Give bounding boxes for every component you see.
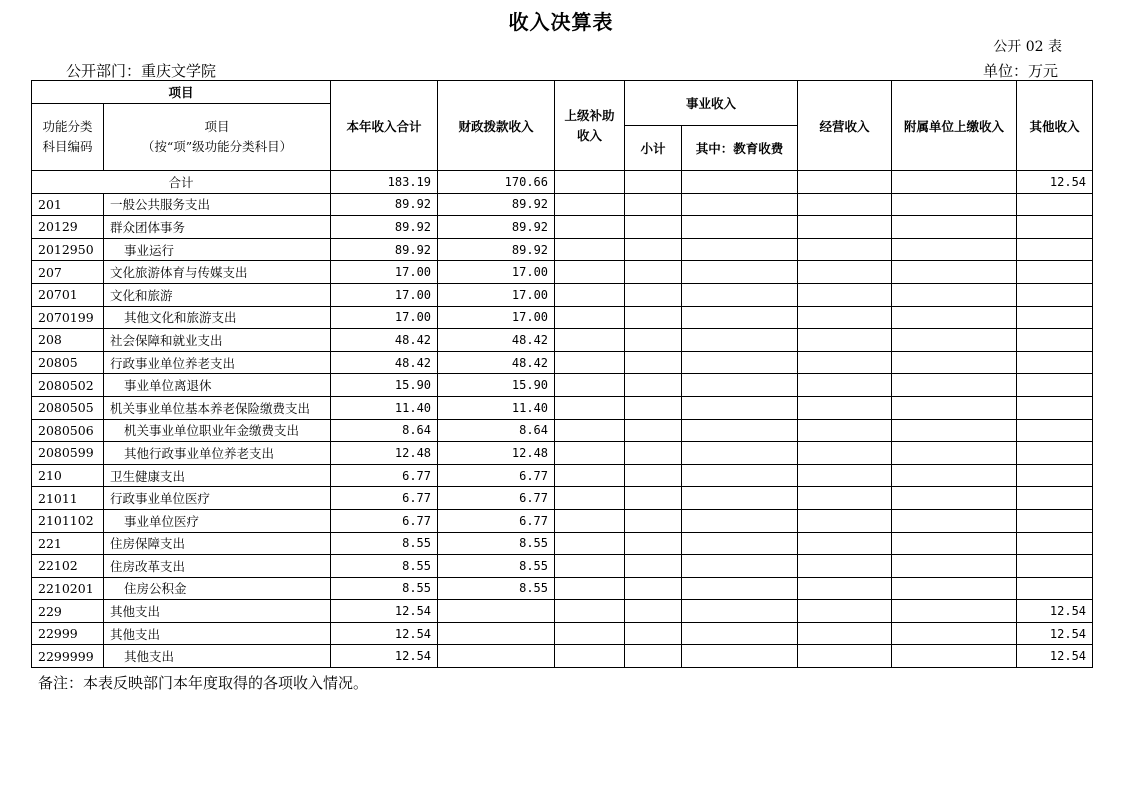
row-total-income: 89.92 <box>331 193 438 216</box>
row-career-subtotal <box>625 283 682 306</box>
row-affiliate-income <box>892 622 1017 645</box>
row-other-income <box>1017 216 1093 239</box>
header-function-code-line2: 科目编码 <box>42 139 93 154</box>
row-code: 2080502 <box>32 374 104 397</box>
row-other-income <box>1017 532 1093 555</box>
header-operating-income: 经营收入 <box>798 81 892 171</box>
row-fiscal-allocation: 17.00 <box>438 261 555 284</box>
table-row <box>32 645 1093 668</box>
table-row <box>32 622 1093 645</box>
row-operating-income <box>798 374 892 397</box>
row-code: 20129 <box>32 216 104 239</box>
header-item-line2: （按“项”级功能分类科目） <box>141 139 293 154</box>
row-code: 2070199 <box>32 306 104 329</box>
row-operating-income <box>798 238 892 261</box>
row-career-subtotal <box>625 419 682 442</box>
header-superior-subsidy <box>555 81 625 171</box>
row-fiscal-allocation <box>438 622 555 645</box>
row-operating-income <box>798 442 892 465</box>
row-career-subtotal <box>625 487 682 510</box>
row-affiliate-income <box>892 283 1017 306</box>
row-superior-subsidy <box>555 283 625 306</box>
row-other-income <box>1017 306 1093 329</box>
row-total-income: 89.92 <box>331 216 438 239</box>
row-total-income: 8.55 <box>331 532 438 555</box>
row-education-fee <box>682 509 798 532</box>
total-affiliate-value <box>892 171 1017 194</box>
row-education-fee <box>682 283 798 306</box>
row-education-fee <box>682 532 798 555</box>
row-fiscal-allocation: 48.42 <box>438 329 555 352</box>
row-education-fee <box>682 193 798 216</box>
row-other-income <box>1017 577 1093 600</box>
row-operating-income <box>798 487 892 510</box>
row-item-name: 事业运行 <box>104 238 331 261</box>
row-total-income: 15.90 <box>331 374 438 397</box>
row-affiliate-income <box>892 532 1017 555</box>
row-operating-income <box>798 622 892 645</box>
row-fiscal-allocation: 8.55 <box>438 577 555 600</box>
row-code: 20701 <box>32 283 104 306</box>
row-career-subtotal <box>625 577 682 600</box>
header-total-income: 本年收入合计 <box>331 81 438 171</box>
row-superior-subsidy <box>555 464 625 487</box>
row-fiscal-allocation: 12.48 <box>438 442 555 465</box>
table-row <box>32 283 1093 306</box>
row-operating-income <box>798 216 892 239</box>
row-superior-subsidy <box>555 645 625 668</box>
row-code: 221 <box>32 532 104 555</box>
row-education-fee <box>682 645 798 668</box>
row-affiliate-income <box>892 306 1017 329</box>
header-education-fee: 其中：教育收费 <box>682 126 798 171</box>
row-code: 2101102 <box>32 509 104 532</box>
row-item-name: 文化旅游体育与传媒支出 <box>104 261 331 284</box>
row-career-subtotal <box>625 306 682 329</box>
row-fiscal-allocation: 8.64 <box>438 419 555 442</box>
row-fiscal-allocation: 8.55 <box>438 555 555 578</box>
row-affiliate-income <box>892 487 1017 510</box>
row-item-name: 事业单位医疗 <box>104 509 331 532</box>
row-item-name: 一般公共服务支出 <box>104 193 331 216</box>
row-career-subtotal <box>625 532 682 555</box>
table-row <box>32 351 1093 374</box>
row-other-income <box>1017 419 1093 442</box>
row-other-income <box>1017 329 1093 352</box>
row-total-income: 12.54 <box>331 622 438 645</box>
row-career-subtotal <box>625 261 682 284</box>
row-other-income: 12.54 <box>1017 600 1093 623</box>
row-education-fee <box>682 238 798 261</box>
total-row <box>32 171 1093 194</box>
row-code: 2012950 <box>32 238 104 261</box>
table-row <box>32 306 1093 329</box>
row-operating-income <box>798 600 892 623</box>
table-row <box>32 374 1093 397</box>
row-code: 229 <box>32 600 104 623</box>
row-education-fee <box>682 464 798 487</box>
row-affiliate-income <box>892 600 1017 623</box>
form-number: 公开 02 表 <box>993 39 1062 55</box>
row-operating-income <box>798 645 892 668</box>
row-item-name: 其他行政事业单位养老支出 <box>104 442 331 465</box>
row-education-fee <box>682 261 798 284</box>
row-career-subtotal <box>625 216 682 239</box>
row-affiliate-income <box>892 555 1017 578</box>
row-education-fee <box>682 442 798 465</box>
row-superior-subsidy <box>555 532 625 555</box>
row-item-name: 机关事业单位基本养老保险缴费支出 <box>104 396 331 419</box>
table-row <box>32 600 1093 623</box>
row-other-income <box>1017 374 1093 397</box>
row-fiscal-allocation: 15.90 <box>438 374 555 397</box>
row-affiliate-income <box>892 509 1017 532</box>
row-affiliate-income <box>892 238 1017 261</box>
row-education-fee <box>682 216 798 239</box>
row-fiscal-allocation: 89.92 <box>438 216 555 239</box>
row-code: 22102 <box>32 555 104 578</box>
row-other-income <box>1017 238 1093 261</box>
row-superior-subsidy <box>555 306 625 329</box>
row-career-subtotal <box>625 193 682 216</box>
row-operating-income <box>798 306 892 329</box>
row-fiscal-allocation: 17.00 <box>438 306 555 329</box>
row-career-subtotal <box>625 374 682 397</box>
table-row <box>32 419 1093 442</box>
row-item-name: 住房公积金 <box>104 577 331 600</box>
row-total-income: 17.00 <box>331 283 438 306</box>
header-item <box>104 104 331 171</box>
row-operating-income <box>798 532 892 555</box>
total-fiscal-value: 170.66 <box>438 171 555 194</box>
total-subtotal-value <box>625 171 682 194</box>
row-code: 207 <box>32 261 104 284</box>
row-education-fee <box>682 374 798 397</box>
page-title: 收入决算表 <box>508 10 614 34</box>
total-operating-value <box>798 171 892 194</box>
row-affiliate-income <box>892 419 1017 442</box>
row-total-income: 48.42 <box>331 329 438 352</box>
row-education-fee <box>682 419 798 442</box>
header-fiscal-allocation: 财政拨款收入 <box>438 81 555 171</box>
row-operating-income <box>798 464 892 487</box>
row-affiliate-income <box>892 193 1017 216</box>
row-education-fee <box>682 577 798 600</box>
row-education-fee <box>682 622 798 645</box>
row-fiscal-allocation: 6.77 <box>438 464 555 487</box>
header-superior-subsidy-line1: 上级补助 <box>564 107 615 123</box>
row-code: 208 <box>32 329 104 352</box>
row-fiscal-allocation: 6.77 <box>438 487 555 510</box>
row-other-income <box>1017 193 1093 216</box>
row-other-income <box>1017 509 1093 532</box>
row-item-name: 住房保障支出 <box>104 532 331 555</box>
row-item-name: 行政事业单位医疗 <box>104 487 331 510</box>
row-fiscal-allocation: 6.77 <box>438 509 555 532</box>
row-affiliate-income <box>892 329 1017 352</box>
row-fiscal-allocation: 89.92 <box>438 193 555 216</box>
row-other-income: 12.54 <box>1017 645 1093 668</box>
row-superior-subsidy <box>555 261 625 284</box>
row-item-name: 卫生健康支出 <box>104 464 331 487</box>
row-education-fee <box>682 306 798 329</box>
row-career-subtotal <box>625 555 682 578</box>
row-item-name: 其他支出 <box>104 645 331 668</box>
table-row <box>32 487 1093 510</box>
row-total-income: 8.55 <box>331 555 438 578</box>
income-table <box>31 80 1093 668</box>
row-total-income: 6.77 <box>331 509 438 532</box>
row-superior-subsidy <box>555 238 625 261</box>
table-row <box>32 555 1093 578</box>
row-superior-subsidy <box>555 487 625 510</box>
row-other-income: 12.54 <box>1017 622 1093 645</box>
row-code: 21011 <box>32 487 104 510</box>
row-operating-income <box>798 283 892 306</box>
row-total-income: 89.92 <box>331 238 438 261</box>
row-item-name: 群众团体事务 <box>104 216 331 239</box>
row-fiscal-allocation: 8.55 <box>438 532 555 555</box>
row-item-name: 行政事业单位养老支出 <box>104 351 331 374</box>
row-education-fee <box>682 396 798 419</box>
header-project: 项目 <box>32 81 331 104</box>
row-total-income: 17.00 <box>331 306 438 329</box>
row-code: 20805 <box>32 351 104 374</box>
row-affiliate-income <box>892 645 1017 668</box>
row-career-subtotal <box>625 622 682 645</box>
row-code: 201 <box>32 193 104 216</box>
total-income-value: 183.19 <box>331 171 438 194</box>
row-superior-subsidy <box>555 442 625 465</box>
row-affiliate-income <box>892 261 1017 284</box>
row-other-income <box>1017 351 1093 374</box>
row-item-name: 社会保障和就业支出 <box>104 329 331 352</box>
row-other-income <box>1017 464 1093 487</box>
row-operating-income <box>798 396 892 419</box>
row-career-subtotal <box>625 329 682 352</box>
row-code: 2299999 <box>32 645 104 668</box>
total-edu-fee-value <box>682 171 798 194</box>
row-operating-income <box>798 577 892 600</box>
row-superior-subsidy <box>555 374 625 397</box>
table-row <box>32 193 1093 216</box>
row-affiliate-income <box>892 577 1017 600</box>
header-subtotal: 小计 <box>625 126 682 171</box>
table-row <box>32 464 1093 487</box>
row-operating-income <box>798 261 892 284</box>
row-item-name: 其他支出 <box>104 600 331 623</box>
row-education-fee <box>682 555 798 578</box>
header-function-code-line1: 功能分类 <box>42 119 93 134</box>
row-career-subtotal <box>625 509 682 532</box>
row-total-income: 48.42 <box>331 351 438 374</box>
total-other-value: 12.54 <box>1017 171 1093 194</box>
row-superior-subsidy <box>555 193 625 216</box>
header-other-income: 其他收入 <box>1017 81 1093 171</box>
row-fiscal-allocation <box>438 645 555 668</box>
row-affiliate-income <box>892 442 1017 465</box>
row-superior-subsidy <box>555 329 625 352</box>
row-affiliate-income <box>892 374 1017 397</box>
row-affiliate-income <box>892 216 1017 239</box>
row-superior-subsidy <box>555 419 625 442</box>
row-other-income <box>1017 396 1093 419</box>
table-row <box>32 261 1093 284</box>
row-education-fee <box>682 600 798 623</box>
row-education-fee <box>682 487 798 510</box>
row-operating-income <box>798 555 892 578</box>
row-fiscal-allocation: 48.42 <box>438 351 555 374</box>
row-fiscal-allocation: 89.92 <box>438 238 555 261</box>
row-superior-subsidy <box>555 216 625 239</box>
table-row <box>32 532 1093 555</box>
row-item-name: 住房改革支出 <box>104 555 331 578</box>
row-other-income <box>1017 555 1093 578</box>
row-superior-subsidy <box>555 396 625 419</box>
row-other-income <box>1017 261 1093 284</box>
row-code: 2080599 <box>32 442 104 465</box>
row-career-subtotal <box>625 645 682 668</box>
row-operating-income <box>798 509 892 532</box>
row-career-subtotal <box>625 600 682 623</box>
row-other-income <box>1017 487 1093 510</box>
row-operating-income <box>798 329 892 352</box>
header-affiliate-income: 附属单位上缴收入 <box>892 81 1017 171</box>
department-label: 公开部门：重庆文学院 <box>66 62 217 80</box>
row-code: 22999 <box>32 622 104 645</box>
header-career-income: 事业收入 <box>625 81 798 126</box>
row-total-income: 6.77 <box>331 464 438 487</box>
row-other-income <box>1017 442 1093 465</box>
row-education-fee <box>682 329 798 352</box>
table-row <box>32 442 1093 465</box>
row-career-subtotal <box>625 238 682 261</box>
row-total-income: 12.54 <box>331 600 438 623</box>
row-item-name: 其他支出 <box>104 622 331 645</box>
unit-label: 单位：万元 <box>982 62 1058 80</box>
row-affiliate-income <box>892 351 1017 374</box>
row-total-income: 12.54 <box>331 645 438 668</box>
row-superior-subsidy <box>555 555 625 578</box>
row-affiliate-income <box>892 396 1017 419</box>
row-career-subtotal <box>625 442 682 465</box>
row-affiliate-income <box>892 464 1017 487</box>
row-item-name: 其他文化和旅游支出 <box>104 306 331 329</box>
row-career-subtotal <box>625 464 682 487</box>
row-total-income: 8.64 <box>331 419 438 442</box>
table-row <box>32 509 1093 532</box>
row-total-income: 8.55 <box>331 577 438 600</box>
row-fiscal-allocation: 11.40 <box>438 396 555 419</box>
row-total-income: 11.40 <box>331 396 438 419</box>
total-label: 合计 <box>32 171 331 194</box>
row-operating-income <box>798 351 892 374</box>
table-row <box>32 329 1093 352</box>
table-row <box>32 216 1093 239</box>
row-education-fee <box>682 351 798 374</box>
total-subsidy-value <box>555 171 625 194</box>
row-item-name: 文化和旅游 <box>104 283 331 306</box>
row-total-income: 17.00 <box>331 261 438 284</box>
row-item-name: 机关事业单位职业年金缴费支出 <box>104 419 331 442</box>
row-superior-subsidy <box>555 622 625 645</box>
row-code: 2210201 <box>32 577 104 600</box>
row-code: 210 <box>32 464 104 487</box>
row-superior-subsidy <box>555 509 625 532</box>
table-row <box>32 396 1093 419</box>
row-code: 2080505 <box>32 396 104 419</box>
header-function-code <box>32 104 104 171</box>
row-career-subtotal <box>625 396 682 419</box>
row-code: 2080506 <box>32 419 104 442</box>
row-total-income: 6.77 <box>331 487 438 510</box>
row-operating-income <box>798 193 892 216</box>
row-fiscal-allocation: 17.00 <box>438 283 555 306</box>
table-row <box>32 577 1093 600</box>
row-operating-income <box>798 419 892 442</box>
row-total-income: 12.48 <box>331 442 438 465</box>
row-other-income <box>1017 283 1093 306</box>
row-fiscal-allocation <box>438 600 555 623</box>
header-superior-subsidy-line2: 收入 <box>577 127 603 143</box>
row-superior-subsidy <box>555 577 625 600</box>
footnote: 备注：本表反映部门本年度取得的各项收入情况。 <box>38 674 369 692</box>
table-row <box>32 238 1093 261</box>
header-item-line1: 项目 <box>204 119 230 134</box>
row-superior-subsidy <box>555 351 625 374</box>
row-career-subtotal <box>625 351 682 374</box>
row-superior-subsidy <box>555 600 625 623</box>
row-item-name: 事业单位离退休 <box>104 374 331 397</box>
